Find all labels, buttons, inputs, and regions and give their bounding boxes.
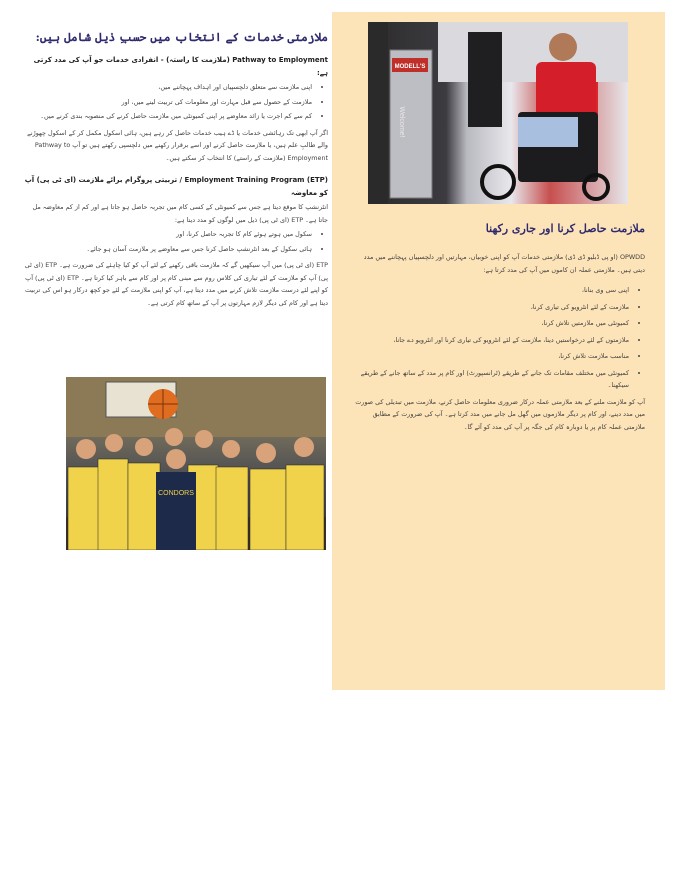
list-item: • کمیونٹی میں ملازمتیں تلاش کرنا، [355, 317, 629, 330]
welcome-sign-text: Welcome! [398, 106, 405, 138]
employment-heading: ملازمت حاصل کرنا اور جاری رکھنا [485, 222, 645, 235]
pathway-title: Pathway to Employment (ملازمت کا راستہ) - انفرادی خدمات جو آپ کی مدد کرتی ہے: [33, 56, 328, 77]
list-item: • ملازمت کے حصول سے قبل مہارت اور معلومات کی تربیت لینے میں، اور [24, 96, 312, 109]
employment-closing: آپ کو ملازمت ملنے کے بعد ملازمتی عملہ درکار ضروری معلومات حاصل کرنے، ملازمت میں تبدیلی کی صورت میں مدد دینے، اور کام پر دیگر ملازموں میں گھل مل جانے میں مدد کرتا ہے۔ آپ کی ضرورت کے مطابق ملازمتی عملہ کام پر یا دوبارہ کام کی جگہ پر آپ کی مدد کو آئے گا۔ [355, 397, 645, 431]
store-employee-photo [368, 22, 628, 204]
services-heading: ملازمتی خدمات کے انتخاب میں حسبِ ذیل شامل ہیں: [35, 30, 328, 44]
pathway-list [24, 81, 328, 123]
basketball-team-photo [66, 377, 326, 550]
list-item: • کمیونٹی میں مختلف مقامات تک جانے کے طریقے (ٹرانسپورٹ) اور کام پر مدد کے ساتھ جانے کے طریقے سیکھنا۔ [355, 367, 629, 392]
list-item: • ہائی سکول کے بعد انٹرنشپ حاصل کرنا جس سے معاوضے پر ملازمت آسان ہو جائے۔ [24, 243, 312, 256]
jersey-text: CONDORS [158, 490, 194, 497]
list-item: • اپنی ملازمت سے متعلق دلچسپیاں اور اہداف پہچاننے میں، [24, 81, 312, 94]
etp-note: ETP (ای ٹی پی) میں آپ سیکھیں گے کہ ملازمت باقی رکھنے کے لئے آپ کو کیا چاہئے کی ضرورت ہے۔ ETP (ای ٹی پی) آپ کو ملازمت کے لئے تیاری کی کلاس روم سے مبنی کام پر اور کام سے باہر کیا کرتا ہے۔ ETP (ای ٹی پی) آپ کو اپنے لئے درست ملازمت تلاش کرنے میں مدد دیتا ہے، آپ کو اپنی ملازمت کے لئے جو کچھ درکار ہو اس کی تربیت دیتا ہے اور کام کی دیگر لازم مہارتوں پر آپ کے ساتھ کام کرتی ہے۔ [24, 261, 328, 307]
list-item: • کم سے کم اجرت یا زائد معاوضے پر اپنی کمیونٹی میں ملازمت حاصل کرنے کی منصوبہ بندی کرنے میں۔ [24, 110, 312, 123]
employment-list [355, 284, 645, 392]
store-sign-brand: MODELL'S [394, 64, 426, 70]
etp-body: انٹرنشپ کا موقع دیتا ہے جس سے کمیونٹی کے کسی کام میں تجربہ حاصل ہو جاتا ہے اور کم از کم معاوضہ مل جاتا ہے۔ ETP (ای ٹی پی) ذیل میں لوگوں کو مدد دیتا ہے: [32, 203, 328, 224]
left-column [24, 30, 328, 309]
etp-list [24, 228, 328, 255]
team-photo-illustration [66, 377, 326, 550]
list-item: • مناسب ملازمت تلاش کرنا، [355, 350, 629, 363]
store-photo-illustration [368, 22, 628, 204]
list-item: • سکول میں ہوتے ہوئے کام کا تجربہ حاصل کرنا، اور [24, 228, 312, 241]
list-item: • اپنی سی وی بنانا، [355, 284, 629, 297]
right-content [355, 222, 645, 433]
list-item: • ملازمت کے لئے انٹرویو کی تیاری کرنا، [355, 301, 629, 314]
employment-intro: OPWDD (او پی ڈبلیو ڈی ڈی) ملازمتی خدمات آپ کو اپنی خوبیاں، مہارتیں اور دلچسپیاں پہچاننے میں مدد دیتی ہیں۔ ملازمتی عملہ ان کاموں میں آپ کی مدد کرتا ہے: [363, 253, 645, 274]
list-item: • ملازمتوں کے لئے درخواستیں دینا، ملازمت کے لئے انٹرویو کی تیاری کرنا اور انٹرویو دے جانا، [355, 334, 629, 347]
etp-title: Employment Training Program (ETP) / تربیتی پروگرام برائے ملازمت (ای ٹی پی) آپ کو معاوضہ [24, 176, 328, 197]
pathway-note: اگر آپ ابھی تک رہائشی خدمات یا ڈے ہیب خدمات حاصل کر رہے ہیں، ہائی اسکول مکمل کر کے اسکول چھوڑنے والے طالبِ علم ہیں، یا ملازمت حاصل کرنے اور اسے برقرار رکھنے میں دلچسپی رکھتے ہیں تو آپ Pathway to Employment (ملازمت کے راستے) کا انتخاب کر سکتے ہیں۔ [27, 128, 328, 162]
